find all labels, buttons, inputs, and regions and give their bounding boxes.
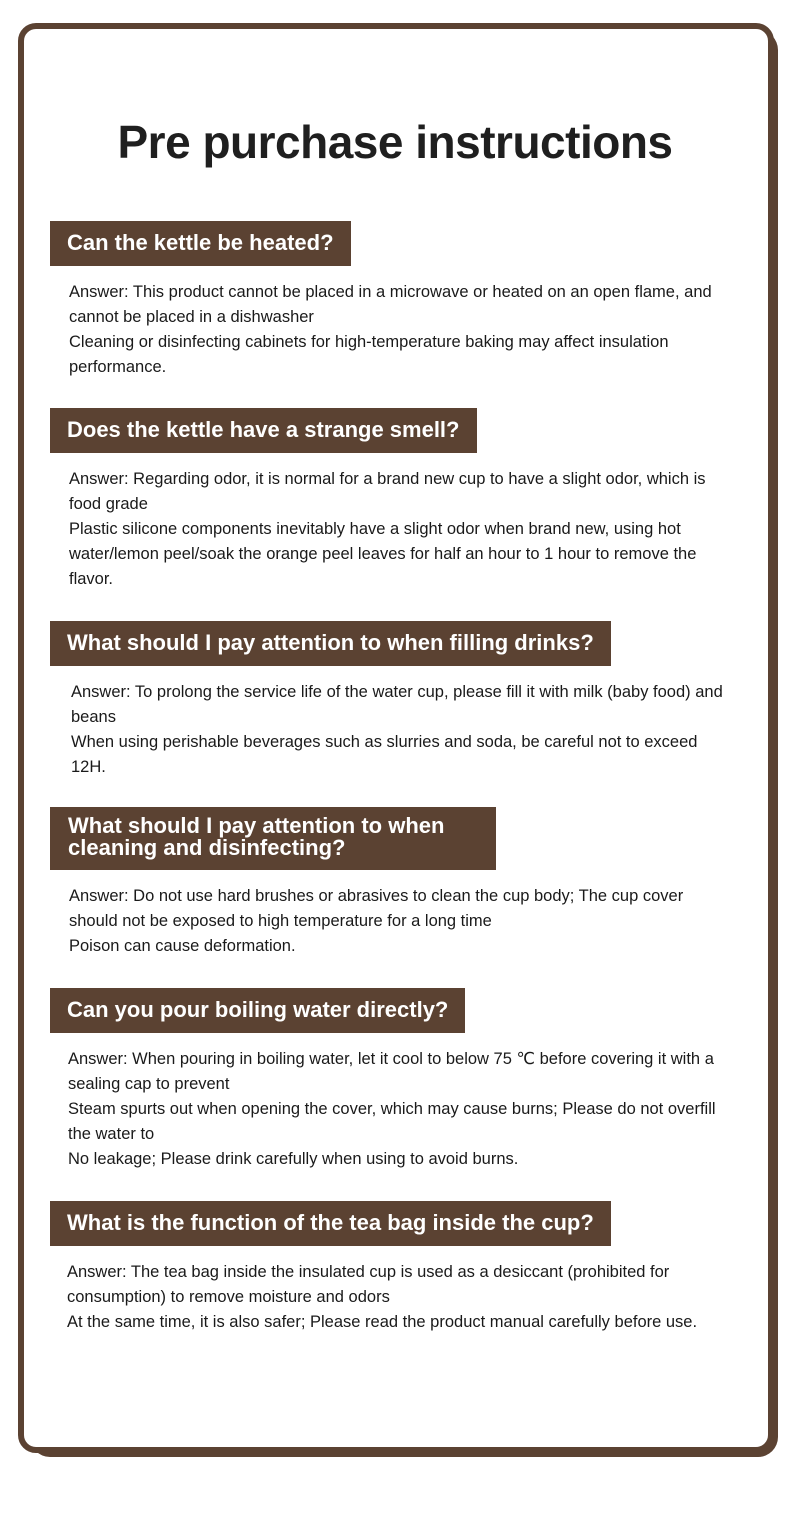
answer-line: Answer: This product cannot be placed in a microwave or heated on an open flame, and cannot be placed in a dishwasher: [69, 283, 712, 326]
faq-answer: [71, 680, 731, 780]
faq-answer: [69, 884, 729, 959]
answer-line: Poison can cause deformation.: [69, 937, 296, 955]
answer-line: Answer: To prolong the service life of the water cup, please fill it with milk (baby food) and beans: [71, 683, 723, 726]
answer-line: Answer: The tea bag inside the insulated cup is used as a desiccant (prohibited for consumption) to remove moisture and odors: [67, 1263, 670, 1306]
answer-line: No leakage; Please drink carefully when using to avoid burns.: [68, 1150, 519, 1168]
answer-line: Answer: When pouring in boiling water, let it cool to below 75 ℃ before covering it with a sealing cap to prevent: [68, 1050, 714, 1093]
page-title: Pre purchase instructions: [117, 116, 673, 168]
faq-answer: [69, 280, 729, 380]
answer-line: Plastic silicone components inevitably have a slight odor when brand new, using hot water/lemon peel/soak the orange peel leaves for half an hour to 1 hour to remove the flavor.: [69, 520, 697, 588]
faq-item: [50, 807, 740, 959]
faq-item: [50, 408, 740, 592]
faq-answer: [67, 1260, 727, 1335]
faq-question: Can you pour boiling water directly?: [50, 988, 465, 1033]
faq-question: Does the kettle have a strange smell?: [50, 408, 477, 453]
faq-item: [50, 621, 740, 780]
faq-item: [50, 1201, 740, 1335]
faq-item: [50, 988, 740, 1172]
faq-question: What should I pay attention to when filling drinks?: [50, 621, 611, 666]
answer-line: When using perishable beverages such as slurries and soda, be careful not to exceed 12H.: [71, 733, 698, 776]
faq-answer: [68, 1047, 728, 1172]
answer-line: Answer: Regarding odor, it is normal for a brand new cup to have a slight odor, which is food grade: [69, 470, 706, 513]
answer-line: At the same time, it is also safer; Please read the product manual carefully before use.: [67, 1313, 698, 1331]
faq-item: [50, 221, 740, 380]
faq-answer: [69, 467, 729, 592]
answer-line: Answer: Do not use hard brushes or abrasives to clean the cup body; The cup cover should not be exposed to high temperature for a long time: [69, 887, 684, 930]
answer-line: Cleaning or disinfecting cabinets for high-temperature baking may affect insulation performance.: [69, 333, 669, 376]
faq-question: What is the function of the tea bag inside the cup?: [50, 1201, 611, 1246]
answer-line: Steam spurts out when opening the cover, which may cause burns; Please do not overfill the water to: [68, 1100, 716, 1143]
faq-question-line: cleaning and disinfecting?: [68, 835, 346, 860]
faq-question-line: What should I pay attention to when: [68, 813, 445, 838]
faq-question: Can the kettle be heated?: [50, 221, 351, 266]
faq-question: [50, 807, 496, 870]
